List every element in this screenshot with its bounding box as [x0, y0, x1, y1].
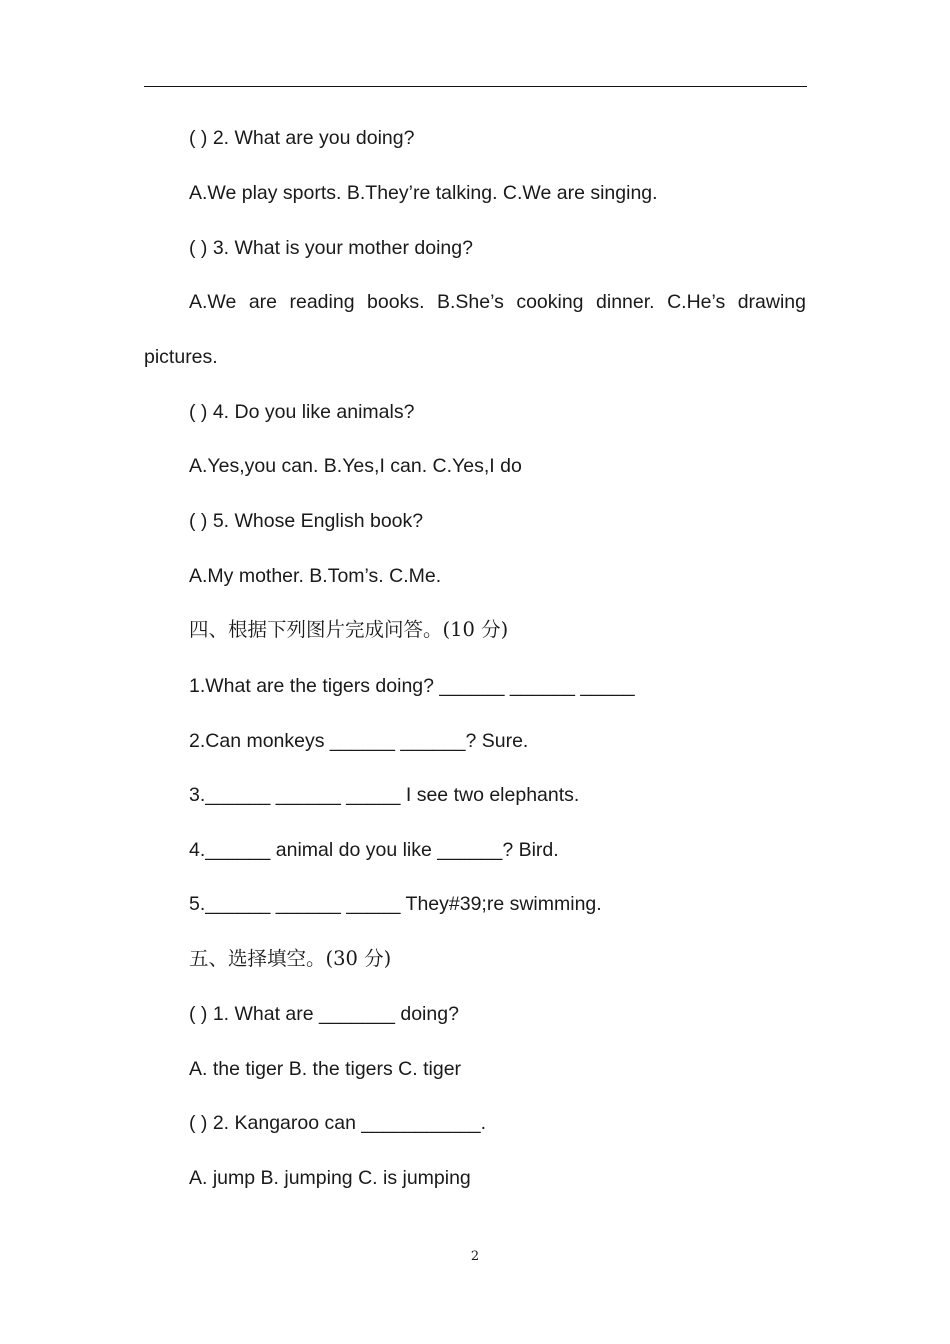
- section-4-item-2: 2.Can monkeys ______ ______? Sure.: [189, 730, 529, 752]
- section-5-question-2-options: A. jump B. jumping C. is jumping: [189, 1167, 471, 1189]
- question-5: ( ) 5. Whose English book?: [189, 510, 424, 532]
- question-3: ( ) 3. What is your mother doing?: [189, 237, 473, 259]
- section-4-item-3: 3.______ ______ _____ I see two elephants.: [189, 784, 580, 806]
- question-4: ( ) 4. Do you like animals?: [189, 401, 415, 423]
- question-5-options: A.My mother. B.Tom’s. C.Me.: [189, 565, 442, 587]
- question-4-options: A.Yes,you can. B.Yes,I can. C.Yes,I do: [189, 455, 522, 477]
- section-5-question-1-options: A. the tiger B. the tigers C. tiger: [189, 1058, 462, 1080]
- section-5-question-2: ( ) 2. Kangaroo can ___________.: [189, 1112, 487, 1134]
- section-4-item-4: 4.______ animal do you like ______? Bird.: [189, 839, 559, 861]
- section-5-question-1: ( ) 1. What are _______ doing?: [189, 1003, 459, 1025]
- question-2: ( ) 2. What are you doing?: [189, 127, 415, 149]
- section-5-heading: 五、选择填空。(30 分): [189, 947, 392, 970]
- section-4-item-5: 5.______ ______ _____ They#39;re swimming.: [189, 893, 602, 915]
- question-2-options: A.We play sports. B.They’re talking. C.We are singing.: [189, 182, 658, 204]
- question-3-options-wrap: pictures.: [144, 346, 218, 368]
- section-4-item-1: 1.What are the tigers doing? ______ ______ _____: [189, 675, 635, 697]
- page-number: 2: [470, 1249, 480, 1264]
- question-3-options-text: A.We are reading books. B.She’s cooking dinner. C.He’s drawing: [189, 291, 806, 313]
- section-4-heading: 四、根据下列图片完成问答。(10 分): [189, 618, 509, 641]
- header-rule: [144, 86, 807, 87]
- question-3-options: [189, 290, 806, 314]
